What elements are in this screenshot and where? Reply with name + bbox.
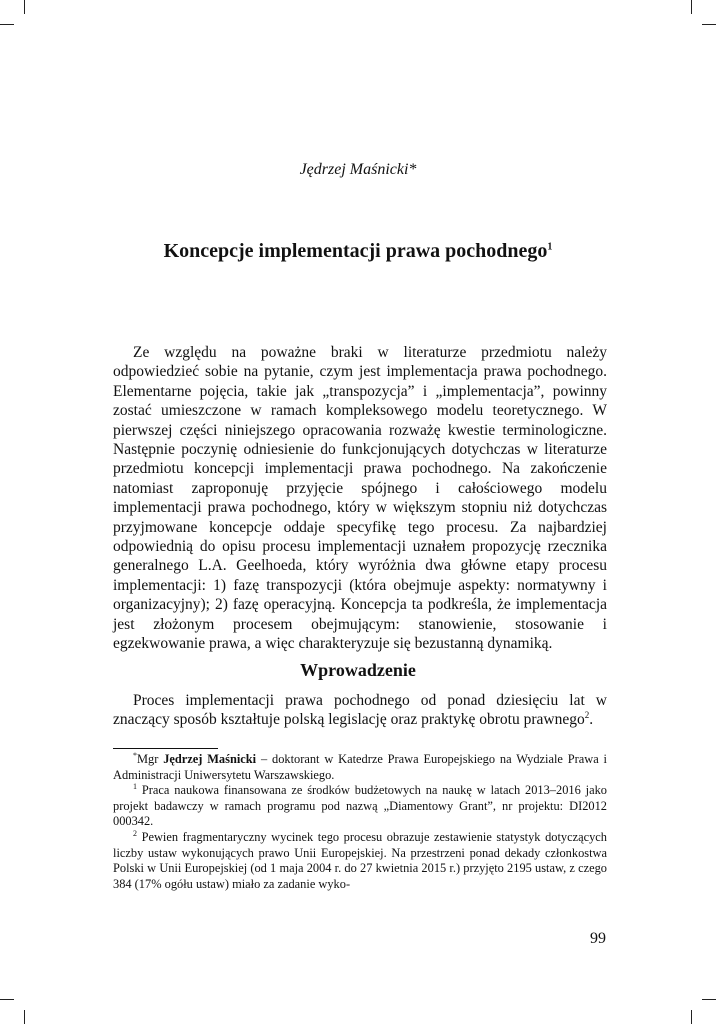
footnotes — [113, 752, 607, 892]
body-paragraph — [113, 691, 607, 730]
crop-mark-top-right — [691, 0, 692, 14]
footnote-author-name: Jędrzej Maśnicki — [163, 752, 257, 766]
footnote-mark: * — [133, 750, 137, 760]
title-footnote-mark[interactable]: 1 — [547, 241, 553, 253]
author-footnote-mark[interactable]: * — [408, 161, 417, 178]
footnote-1 — [113, 783, 607, 830]
footnote-mark: 2 — [133, 828, 137, 838]
crop-mark-bottom-right — [691, 1010, 692, 1024]
footnote-text: Praca naukowa finansowana ze środków budżetowych na naukę w latach 2013–2016 jako projekt badawczy w ramach programu pod nazwą „Diamentowy Grant”, nr projektu: DI2012 000342. — [113, 783, 607, 829]
footnote-2 — [113, 830, 607, 892]
author-name — [0, 161, 716, 179]
crop-mark-bottom-left — [24, 1010, 25, 1024]
footnote-text: Pewien fragmentaryczny wycinek tego procesu obrazuje zestawienie statystyk dotyczących liczby ustaw wykonujących prawo Unii Europejskiej. Na przestrzeni ponad dekady członkostwa Polski w Unii Europejskiej (od 1 maja 2004 r. do 27 kwietnia 2015 r.) przyjęto 2195 ustaw, z czego 384 (17% ogółu ustaw) miało za zadanie wyko- — [113, 829, 607, 891]
footnote-separator — [113, 748, 218, 749]
page-title — [0, 240, 716, 263]
abstract-paragraph: Ze względu na poważne braki w literaturze przedmiotu należy odpowiedzieć sobie na pytanie, czym jest implementacja prawa pochodnego. Elementarne pojęcia, takie jak „transpozycja” i „implementacja”, powinny zostać umieszczone w ramach kompleksowego modelu teoretycznego. W pierwszej części niniejszego opracowania rozważę kwestie terminologiczne. Następnie poczynię odniesienie do funkcjonujących dotychczas w literaturze przedmiotu koncepcji implementacji prawa pochodnego. Na zakończenie natomiast zaproponuję przyjęcie spójnego i całościowego modelu implementacji prawa pochodnego, który w większym stopniu niż dotychczas przyjmowane koncepcje oddaje specyfikę tego procesu. Za najbardziej odpowiednią do opisu procesu implementacji uznałem propozycję rzecznika generalnego L.A. Geelhoeda, który wyróżnia dwa główne etapy procesu implementacji: 1) fazę transpozycji (która obejmuje aspekty: normatywny i organizacyjny); 2) fazę operacyjną. Koncepcja ta podkreśla, że implementacja jest złożonym procesem obejmującym: stanowienie, stosowanie i egzekwowanie prawa, a więc charakteryzuje się bezustanną dynamiką. — [113, 344, 607, 653]
crop-mark-left-bottom — [0, 999, 14, 1000]
section-heading: Wprowadzenie — [300, 660, 416, 680]
body-paragraph-text: Proces implementacji prawa pochodnego od ponad dziesięciu lat w znaczący sposób kształtuje polską legislację oraz praktykę obrotu prawnego — [113, 692, 607, 729]
page-title-text: Koncepcje implementacji prawa pochodnego — [163, 240, 548, 262]
footnote-author — [113, 752, 607, 783]
body-footnote-mark[interactable]: 2 — [584, 710, 590, 721]
crop-mark-top-left — [24, 0, 25, 14]
footnote-prefix: Mgr — [137, 752, 164, 766]
footnote-text: – doktorant w Katedrze Prawa Europejskiego na Wydziale Prawa i Administracji Uniwersytetu Warszawskiego. — [113, 752, 608, 782]
author-name-text: Jędrzej Maśnicki — [299, 161, 409, 178]
footnote-mark: 1 — [133, 782, 137, 792]
page-number: 99 — [590, 930, 606, 947]
crop-mark-left-top — [0, 24, 14, 25]
crop-mark-right-bottom — [702, 999, 716, 1000]
body-paragraph-end: . — [589, 711, 594, 729]
crop-mark-right-top — [702, 24, 716, 25]
